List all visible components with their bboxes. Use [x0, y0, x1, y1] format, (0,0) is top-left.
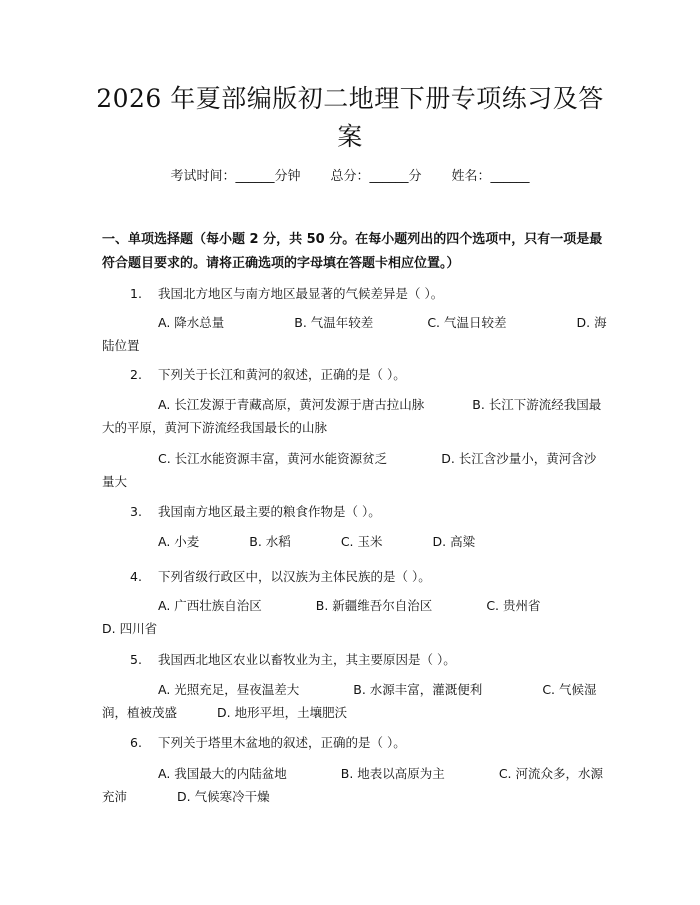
- question-3-options: [102, 530, 607, 553]
- question-1-options: [102, 311, 607, 357]
- question-number: 4.: [130, 569, 142, 584]
- option-a[interactable]: A. 我国最大的内陆盆地: [158, 766, 287, 781]
- question-number: 1.: [130, 286, 142, 301]
- question-4-options: [102, 594, 607, 640]
- option-a[interactable]: A. 广西壮族自治区: [158, 598, 262, 613]
- option-c[interactable]: C. 玉米: [340, 534, 383, 549]
- option-a[interactable]: A. 小麦: [158, 534, 200, 549]
- option-c[interactable]: C. 气温日较差: [427, 315, 507, 330]
- option-b[interactable]: B. 地表以高原为主: [340, 766, 445, 781]
- question-6: [130, 733, 610, 753]
- option-b[interactable]: B. 长江下游流经我国最大的平原，黄河下游流经我国最长的山脉: [102, 397, 602, 435]
- question-text: 我国南方地区最主要的粮食作物是（ ）。: [158, 504, 381, 519]
- name-field[interactable]: 姓名：______: [451, 169, 530, 184]
- option-b[interactable]: B. 水源丰富，灌溉便利: [353, 682, 483, 697]
- section-heading: 一、单项选择题（每小题 2 分，共 50 分。在每小题列出的四个选项中，只有一项是最符合题目要求的。请将正确选项的字母填在答题卡相应位置。）: [102, 232, 603, 271]
- time-field[interactable]: 考试时间：______分钟: [170, 169, 301, 184]
- option-d[interactable]: D. 地形平坦，土壤肥沃: [217, 705, 348, 720]
- option-d[interactable]: D. 长江含沙量小，黄河含沙量大: [102, 451, 597, 489]
- question-text: 下列关于塔里木盆地的叙述，正确的是（ ）。: [158, 735, 406, 750]
- option-a[interactable]: A. 降水总量: [158, 315, 225, 330]
- page-title: [60, 80, 640, 156]
- option-c[interactable]: C. 长江水能资源丰富，黄河水能资源贫乏: [158, 451, 388, 466]
- question-text: 下列关于长江和黄河的叙述，正确的是（ ）。: [158, 367, 406, 382]
- question-number: 6.: [130, 735, 142, 750]
- score-field[interactable]: 总分：______分: [330, 169, 422, 184]
- question-text: 下列省级行政区中，以汉族为主体民族的是（ ）。: [158, 569, 431, 584]
- question-1: [130, 284, 610, 304]
- question-6-options: [102, 762, 607, 808]
- question-2-options-ab: [102, 393, 607, 439]
- question-number: 5.: [130, 652, 142, 667]
- question-4: [130, 567, 610, 587]
- question-5: [130, 650, 610, 670]
- question-3: [130, 502, 610, 522]
- question-text: 我国北方地区与南方地区最显著的气候差异是（ ）。: [158, 286, 444, 301]
- option-b[interactable]: B. 气温年较差: [294, 315, 374, 330]
- option-c[interactable]: C. 河流众多，水源充沛: [102, 766, 603, 804]
- option-d[interactable]: D. 高粱: [432, 534, 476, 549]
- option-a[interactable]: A. 长江发源于青藏高原，黄河发源于唐古拉山脉: [158, 397, 425, 412]
- option-d[interactable]: D. 气候寒冷干燥: [177, 789, 270, 804]
- option-b[interactable]: B. 新疆维吾尔自治区: [315, 598, 433, 613]
- option-d[interactable]: D. 海陆位置: [102, 315, 607, 353]
- question-2: [130, 365, 610, 385]
- question-number: 3.: [130, 504, 142, 519]
- option-c[interactable]: C. 贵州省: [486, 598, 541, 613]
- exam-meta: [0, 168, 700, 186]
- option-a[interactable]: A. 光照充足，昼夜温差大: [158, 682, 300, 697]
- option-d[interactable]: D. 四川省: [102, 621, 158, 636]
- option-b[interactable]: B. 水稻: [249, 534, 291, 549]
- question-number: 2.: [130, 367, 142, 382]
- question-text: 我国西北地区农业以畜牧业为主，其主要原因是（ ）。: [158, 652, 456, 667]
- option-c[interactable]: C. 气候湿润，植被茂盛: [102, 682, 597, 720]
- title-line-1: 2026 年夏部编版初二地理下册专项练习及答: [96, 84, 604, 113]
- question-5-options: [102, 678, 607, 724]
- title-line-2: 案: [337, 122, 363, 151]
- question-2-options-cd: [102, 447, 607, 493]
